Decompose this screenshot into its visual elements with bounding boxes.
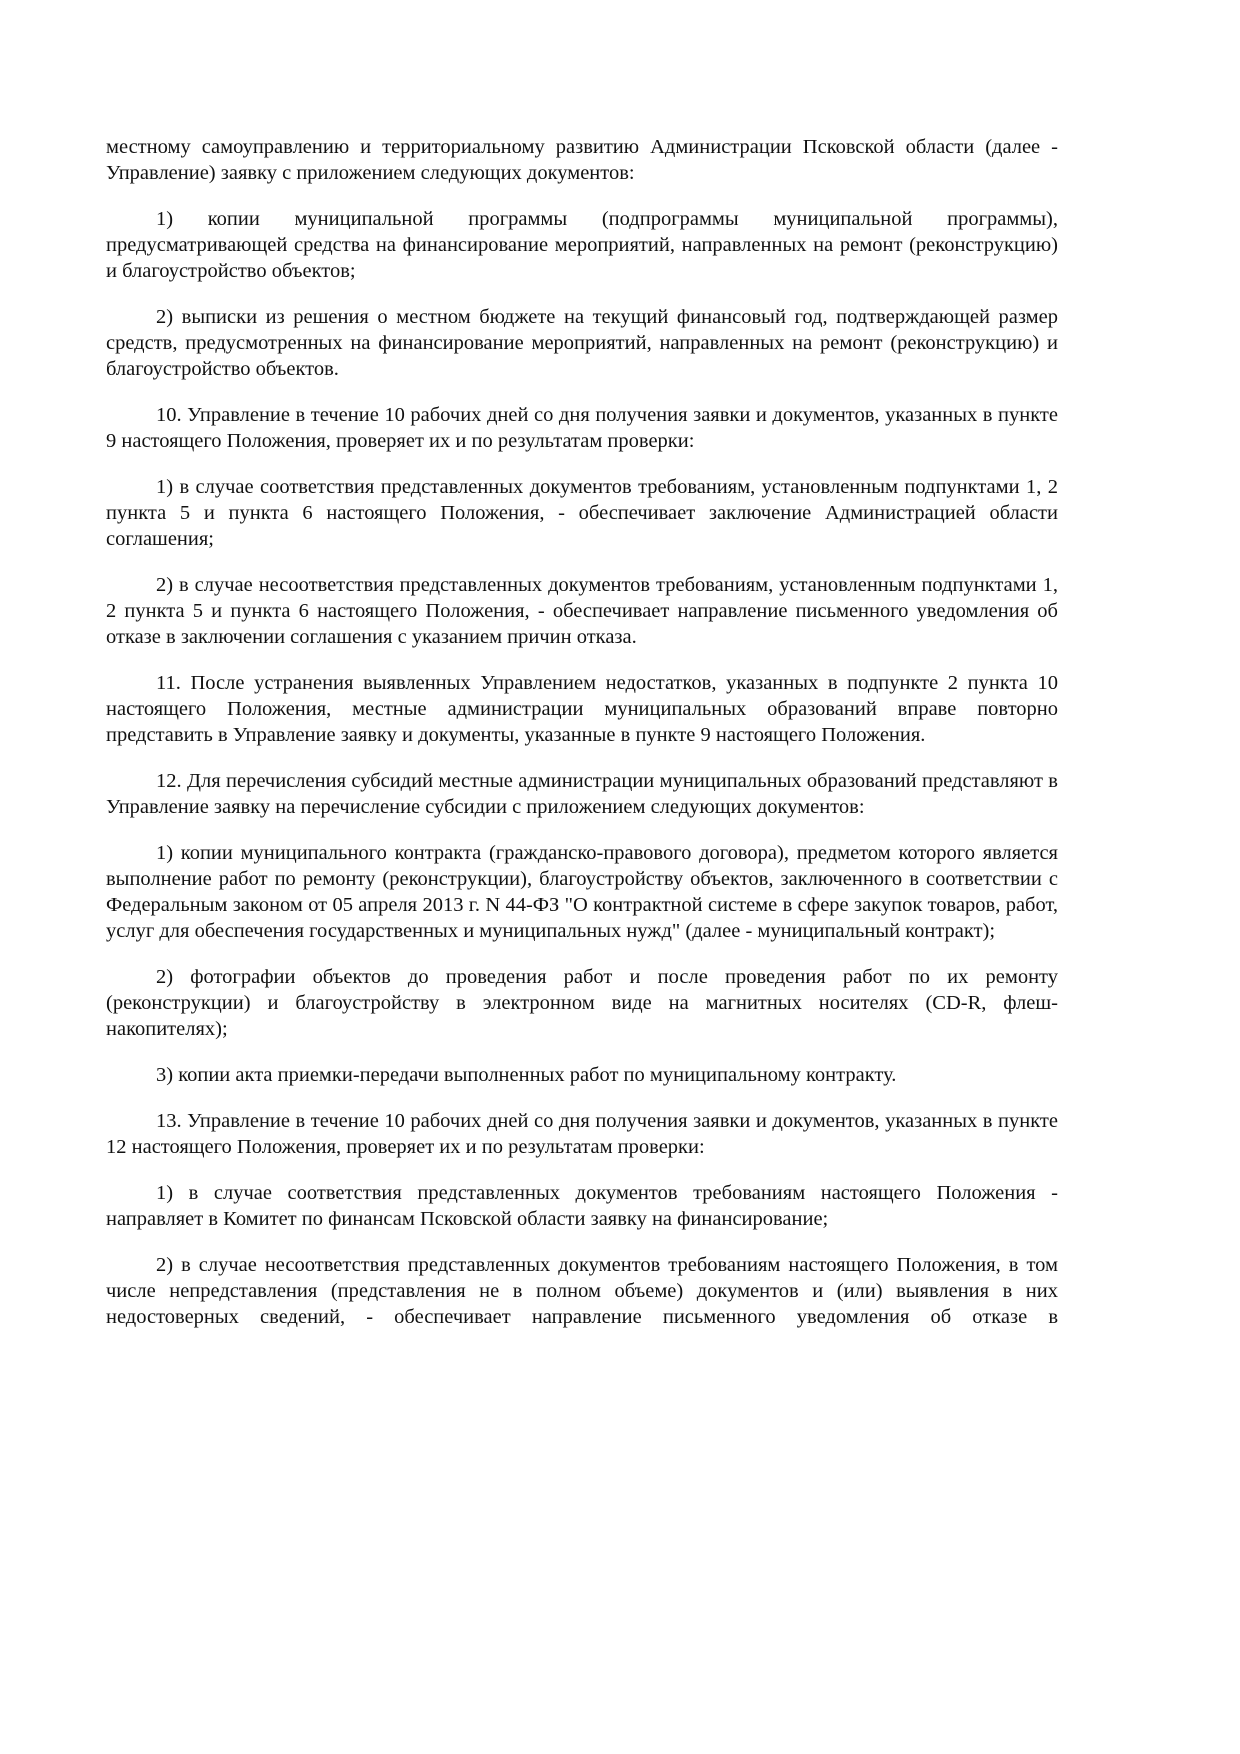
paragraph-13-2: 2) в случае несоответствия представленных документов требованиям настоящего Положения, в том числе непредставления (представления не в полном объеме) документов и (или) выявления в них недостоверных сведений, - обеспечивает направление письменного уведомления об отказе в: [106, 1254, 1058, 1328]
document-page: [106, 134, 1058, 1350]
paragraph-13: 13. Управление в течение 10 рабочих дней со дня получения заявки и документов, указанных в пункте 12 настоящего Положения, проверяет их и по результатам проверки:: [106, 1110, 1058, 1158]
paragraph-13-1: 1) в случае соответствия представленных документов требованиям настоящего Положения - направляет в Комитет по финансам Псковской области заявку на финансирование;: [106, 1182, 1058, 1230]
paragraph-12-3: 3) копии акта приемки-передачи выполненных работ по муниципальному контракту.: [156, 1064, 897, 1086]
paragraph-10-2: 2) в случае несоответствия представленных документов требованиям, установленным подпунктами 1, 2 пункта 5 и пункта 6 настоящего Положения, - обеспечивает направление письменного уведомления об отказе в заключении соглашения с указанием причин отказа.: [106, 574, 1058, 648]
paragraph-12-2: 2) фотографии объектов до проведения работ и после проведения работ по их ремонту (реконструкции) и благоустройству в электронном виде на магнитных носителях (CD-R, флеш-накопителях);: [106, 966, 1058, 1040]
paragraph-12: 12. Для перечисления субсидий местные администрации муниципальных образований представляют в Управление заявку на перечисление субсидии с приложением следующих документов:: [106, 770, 1058, 818]
paragraph-9-1: 1) копии муниципальной программы (подпрограммы муниципальной программы), предусматривающей средства на финансирование мероприятий, направленных на ремонт (реконструкцию) и благоустройство объектов;: [106, 208, 1058, 282]
paragraph-11: 11. После устранения выявленных Управлением недостатков, указанных в подпункте 2 пункта 10 настоящего Положения, местные администрации муниципальных образований вправе повторно представить в Управление заявку и документы, указанные в пункте 9 настоящего Положения.: [106, 672, 1058, 746]
paragraph-12-1: 1) копии муниципального контракта (гражданско-правового договора), предметом которого является выполнение работ по ремонту (реконструкции), благоустройству объектов, заключенного в соответствии с Федеральным законом от 05 апреля 2013 г. N 44-ФЗ "О контрактной системе в сфере закупок товаров, работ, услуг для обеспечения государственных и муниципальных нужд" (далее - муниципальный контракт);: [106, 842, 1058, 942]
paragraph-9-2: 2) выписки из решения о местном бюджете на текущий финансовый год, подтверждающей размер средств, предусмотренных на финансирование мероприятий, направленных на ремонт (реконструкцию) и благоустройство объектов.: [106, 306, 1058, 380]
paragraph-10: 10. Управление в течение 10 рабочих дней со дня получения заявки и документов, указанных в пункте 9 настоящего Положения, проверяет их и по результатам проверки:: [106, 404, 1058, 452]
paragraph-intro: местному самоуправлению и территориальному развитию Администрации Псковской области (далее - Управление) заявку с приложением следующих документов:: [106, 136, 1058, 184]
paragraph-10-1: 1) в случае соответствия представленных документов требованиям, установленным подпунктами 1, 2 пункта 5 и пункта 6 настоящего Положения, - обеспечивает заключение Администрацией области соглашения;: [106, 476, 1058, 550]
